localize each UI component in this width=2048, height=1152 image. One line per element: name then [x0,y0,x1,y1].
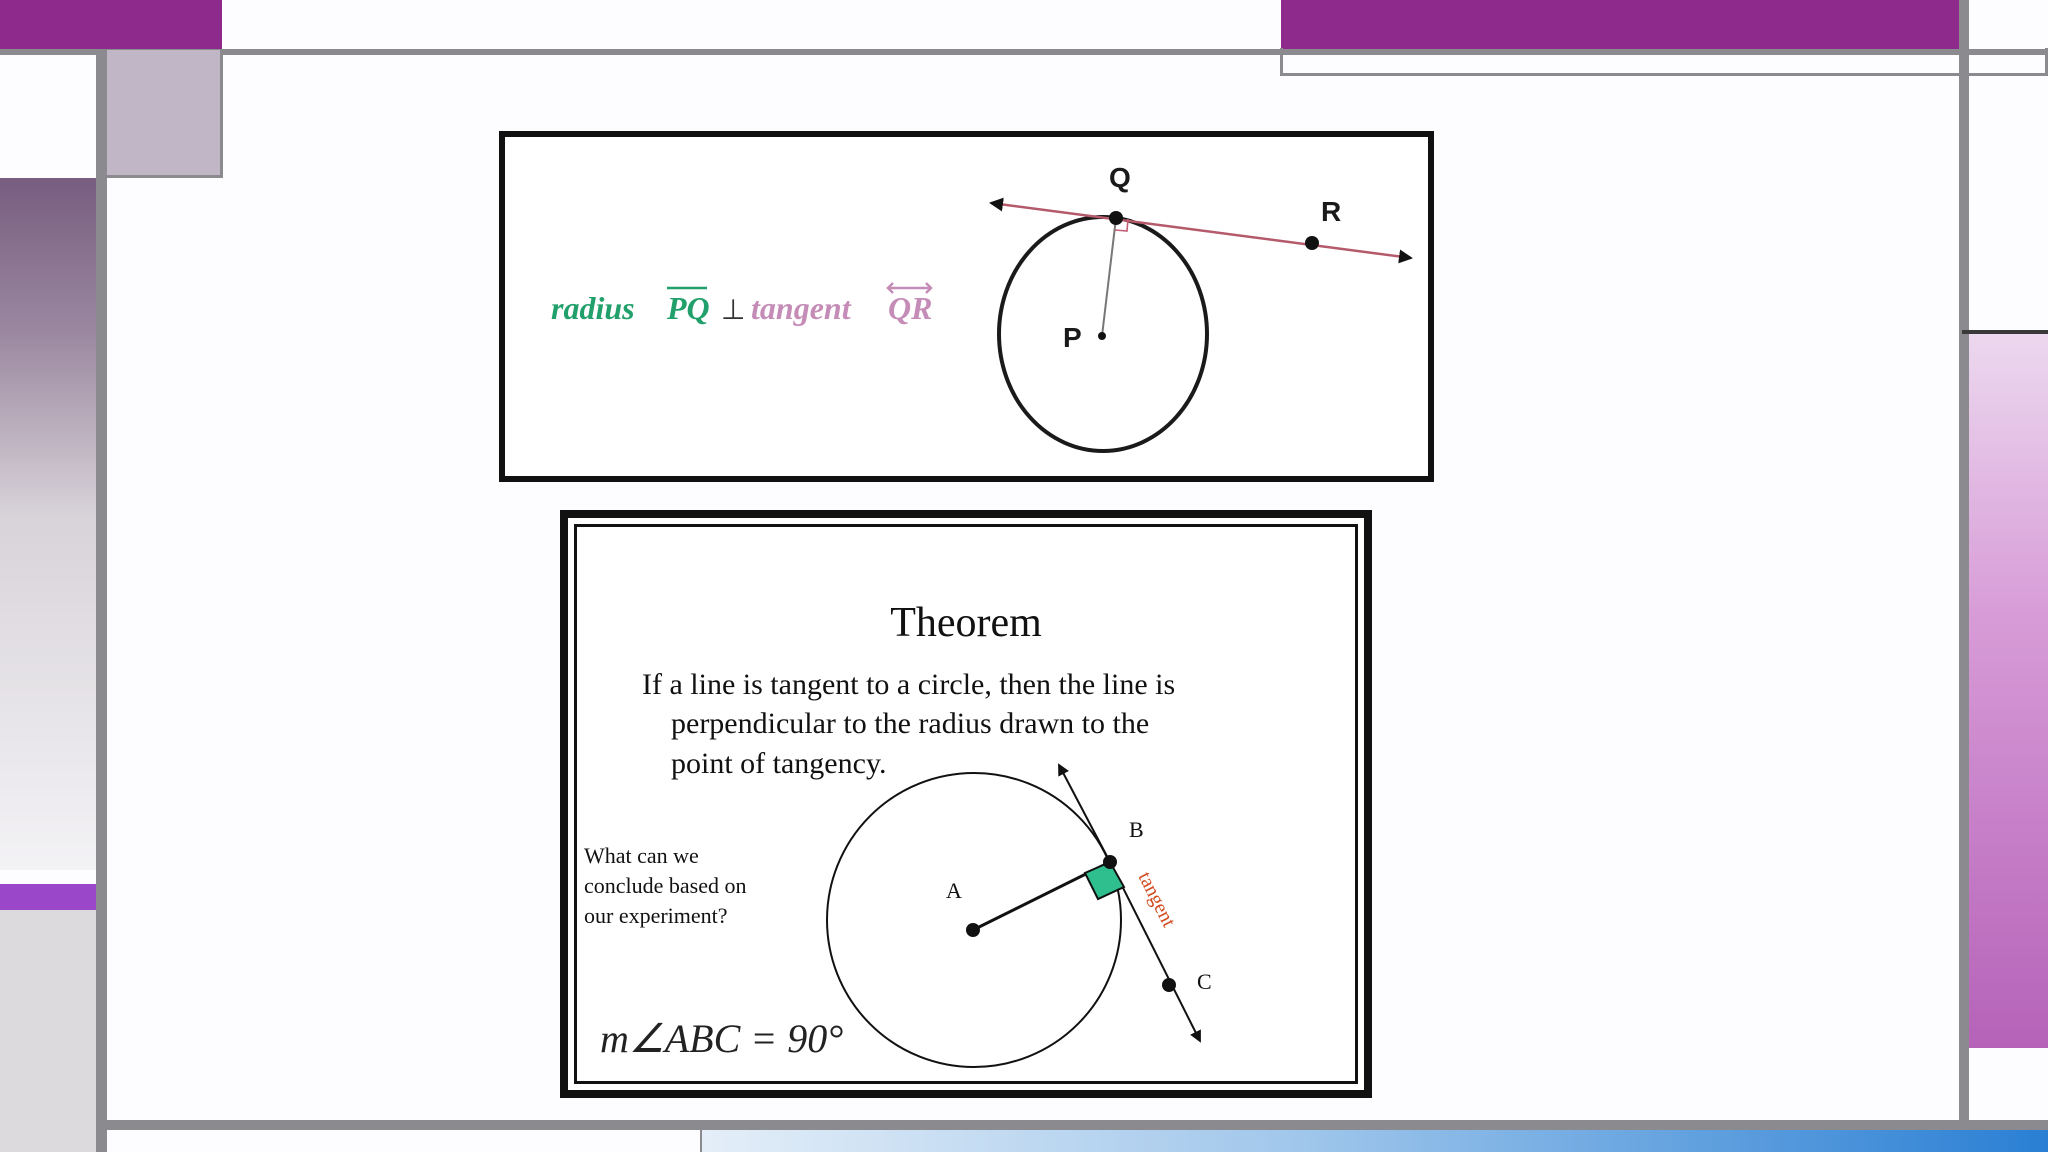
radius-segment [1102,218,1116,336]
point-q [1109,211,1123,225]
bottom-gradient-bar [700,1130,2048,1152]
equation-radius-segment: PQ [667,290,710,326]
question-line-2: conclude based on [584,873,747,898]
top-right-outline [1280,48,2048,76]
theorem-line-1: If a line is tangent to a circle, then the line is [642,668,1176,701]
tangent-radius-panel [499,131,1434,482]
theorem-line-2: perpendicular to the radius drawn to the [671,707,1150,740]
point-c [1162,978,1176,992]
top-left-square [107,50,223,178]
label-q: Q [1109,162,1131,193]
question-line-1: What can we [584,843,699,868]
left-rule [96,50,107,1152]
label-a: A [946,878,962,903]
theorem-title: Theorem [890,600,1042,646]
point-r [1305,236,1319,250]
point-a [966,923,980,937]
question-line-3: our experiment? [584,903,728,928]
theorem-line-3: point of tangency. [671,747,887,780]
left-gradient-panel [0,178,96,884]
equation-radius-word: radius [551,290,635,326]
left-purple-stripe [0,884,102,910]
point-b [1103,855,1117,869]
left-gray-block [0,910,96,1152]
label-b: B [1129,817,1144,842]
top-right-accent-bar [1281,0,1959,50]
circle [827,773,1121,1067]
tangent-line-upper [1059,765,1110,862]
right-rule [1959,0,1969,1128]
angle-equation: m∠ABC = 90° [600,1016,844,1061]
theorem-figure [560,510,1372,1098]
label-r: R [1321,196,1342,227]
point-p [1098,332,1106,340]
tangent-label: tangent [1133,868,1180,931]
label-p: P [1063,322,1082,353]
perpendicular-symbol: ⊥ [721,293,746,326]
right-gradient-panel [1969,334,2048,1048]
tangent-radius-figure [505,137,1428,476]
label-c: C [1197,969,1212,994]
top-left-accent-bar [0,0,222,50]
theorem-panel [560,510,1372,1098]
bottom-rule [96,1120,2048,1130]
left-gap [0,870,96,884]
equation-tangent-line: QR [888,290,933,326]
equation-tangent-word: tangent [751,290,851,326]
